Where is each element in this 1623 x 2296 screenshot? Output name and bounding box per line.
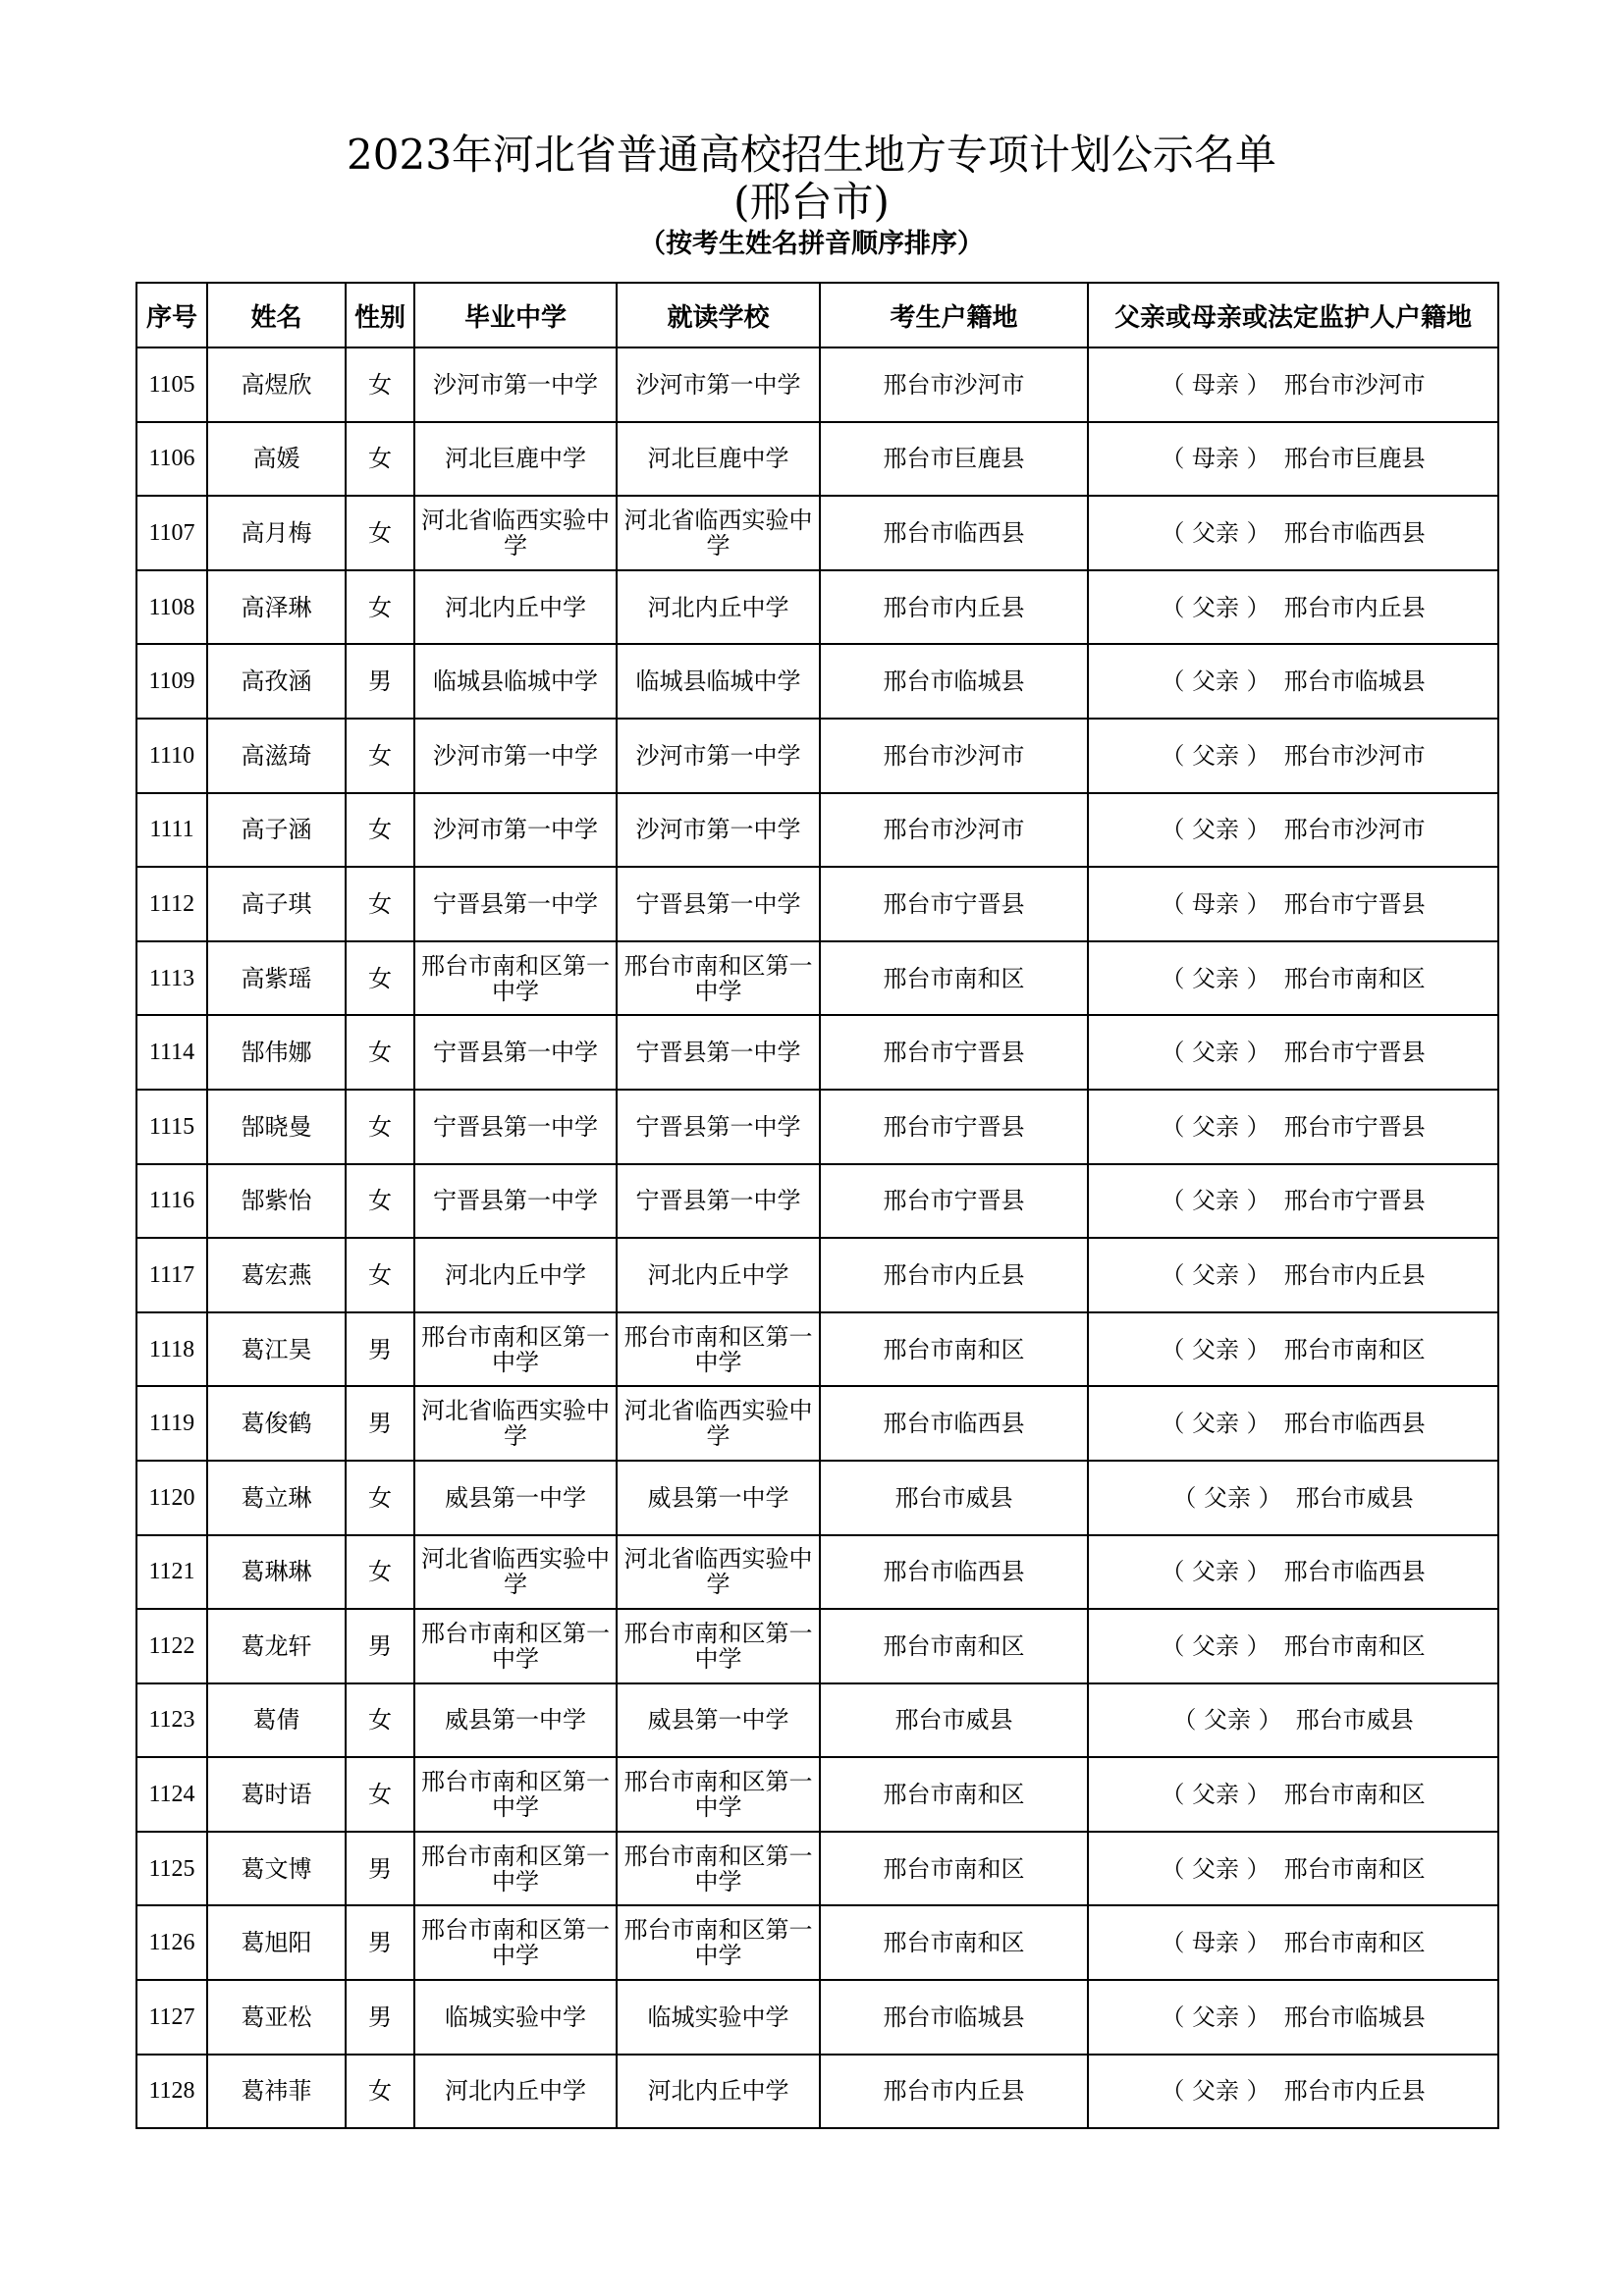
cell-no: 1108 <box>136 570 207 645</box>
cell-grad-school: 临城县临城中学 <box>414 644 617 719</box>
cell-sex: 女 <box>346 1164 414 1239</box>
table-row <box>136 1832 1498 1906</box>
cell-current-school: 河北巨鹿中学 <box>617 422 820 497</box>
cell-parent-hukou <box>1088 1238 1498 1312</box>
cell-parent-hukou <box>1088 793 1498 868</box>
cell-hukou: 邢台市南和区 <box>820 1905 1088 1980</box>
table-row <box>136 1683 1498 1758</box>
cell-no: 1120 <box>136 1461 207 1535</box>
cell-no: 1113 <box>136 941 207 1016</box>
table-row <box>136 1238 1498 1312</box>
cell-parent-hukou <box>1088 941 1498 1016</box>
table-header-row <box>136 283 1498 347</box>
cell-hukou: 邢台市南和区 <box>820 941 1088 1016</box>
cell-hukou: 邢台市巨鹿县 <box>820 422 1088 497</box>
cell-current-school: 临城实验中学 <box>617 1980 820 2055</box>
cell-parent-hukou <box>1088 1609 1498 1683</box>
cell-sex: 女 <box>346 496 414 570</box>
cell-parent-hukou <box>1088 422 1498 497</box>
cell-no: 1116 <box>136 1164 207 1239</box>
sort-note: （按考生姓名拼音顺序排序） <box>639 229 984 259</box>
cell-grad-school: 邢台市南和区第一中学 <box>414 1832 617 1906</box>
cell-no: 1114 <box>136 1015 207 1090</box>
cell-sex: 女 <box>346 1535 414 1610</box>
parent-relation: （ 父亲 ） <box>1161 667 1271 696</box>
cell-grad-school: 河北内丘中学 <box>414 1238 617 1312</box>
parent-place: 邢台市宁晋县 <box>1283 1112 1426 1141</box>
cell-hukou: 邢台市临西县 <box>820 1535 1088 1610</box>
cell-name: 葛琳琳 <box>207 1535 346 1610</box>
parent-relation: （ 父亲 ） <box>1161 964 1271 992</box>
cell-no: 1126 <box>136 1905 207 1980</box>
cell-grad-school: 河北省临西实验中学 <box>414 1386 617 1461</box>
cell-hukou: 邢台市南和区 <box>820 1312 1088 1387</box>
cell-parent-hukou <box>1088 1164 1498 1239</box>
cell-current-school: 河北内丘中学 <box>617 2055 820 2129</box>
cell-current-school: 邢台市南和区第一中学 <box>617 941 820 1016</box>
cell-no: 1117 <box>136 1238 207 1312</box>
col-header-sex: 性别 <box>346 283 414 347</box>
cell-parent-hukou <box>1088 1312 1498 1387</box>
table-row <box>136 793 1498 868</box>
cell-hukou: 邢台市宁晋县 <box>820 1164 1088 1239</box>
cell-name: 葛文博 <box>207 1832 346 1906</box>
cell-no: 1105 <box>136 347 207 422</box>
cell-current-school: 河北内丘中学 <box>617 570 820 645</box>
cell-current-school: 邢台市南和区第一中学 <box>617 1312 820 1387</box>
col-header-no: 序号 <box>136 283 207 347</box>
cell-sex: 男 <box>346 1312 414 1387</box>
cell-current-school: 邢台市南和区第一中学 <box>617 1757 820 1832</box>
parent-place: 邢台市南和区 <box>1283 1631 1426 1660</box>
cell-current-school: 河北省临西实验中学 <box>617 496 820 570</box>
cell-current-school: 河北省临西实验中学 <box>617 1535 820 1610</box>
cell-parent-hukou <box>1088 719 1498 793</box>
parent-relation: （ 父亲 ） <box>1172 1483 1282 1512</box>
table-row <box>136 719 1498 793</box>
parent-relation: （ 父亲 ） <box>1161 2002 1271 2031</box>
cell-name: 葛倩 <box>207 1683 346 1758</box>
cell-hukou: 邢台市宁晋县 <box>820 1015 1088 1090</box>
parent-relation: （ 父亲 ） <box>1161 2077 1271 2106</box>
cell-sex: 女 <box>346 793 414 868</box>
parent-relation: （ 父亲 ） <box>1161 1781 1271 1809</box>
cell-name: 高子涵 <box>207 793 346 868</box>
cell-hukou: 邢台市临西县 <box>820 496 1088 570</box>
cell-grad-school: 宁晋县第一中学 <box>414 1164 617 1239</box>
cell-grad-school: 河北巨鹿中学 <box>414 422 617 497</box>
parent-relation: （ 父亲 ） <box>1161 1558 1271 1586</box>
cell-sex: 女 <box>346 1090 414 1164</box>
parent-relation: （ 父亲 ） <box>1161 1187 1271 1215</box>
parent-relation: （ 母亲 ） <box>1161 1929 1271 1957</box>
cell-no: 1123 <box>136 1683 207 1758</box>
parent-place: 邢台市沙河市 <box>1283 741 1426 770</box>
parent-place: 邢台市宁晋县 <box>1283 1039 1426 1067</box>
table-row <box>136 570 1498 645</box>
cell-hukou: 邢台市临城县 <box>820 1980 1088 2055</box>
cell-grad-school: 威县第一中学 <box>414 1461 617 1535</box>
cell-parent-hukou <box>1088 496 1498 570</box>
table-row <box>136 867 1498 941</box>
cell-hukou: 邢台市沙河市 <box>820 719 1088 793</box>
parent-place: 邢台市南和区 <box>1283 1781 1426 1809</box>
table-row <box>136 1609 1498 1683</box>
table-row <box>136 2055 1498 2129</box>
parent-place: 邢台市南和区 <box>1283 964 1426 992</box>
cell-current-school: 临城县临城中学 <box>617 644 820 719</box>
cell-no: 1111 <box>136 793 207 868</box>
cell-parent-hukou <box>1088 2055 1498 2129</box>
cell-name: 葛宏燕 <box>207 1238 346 1312</box>
cell-name: 郜紫怡 <box>207 1164 346 1239</box>
cell-grad-school: 邢台市南和区第一中学 <box>414 1757 617 1832</box>
cell-sex: 女 <box>346 2055 414 2129</box>
parent-place: 邢台市临西县 <box>1283 1558 1426 1586</box>
cell-hukou: 邢台市南和区 <box>820 1609 1088 1683</box>
cell-parent-hukou <box>1088 1905 1498 1980</box>
table-row <box>136 1015 1498 1090</box>
parent-relation: （ 父亲 ） <box>1161 1039 1271 1067</box>
cell-grad-school: 临城实验中学 <box>414 1980 617 2055</box>
cell-sex: 女 <box>346 570 414 645</box>
parent-place: 邢台市宁晋县 <box>1283 1187 1426 1215</box>
cell-parent-hukou <box>1088 1535 1498 1610</box>
cell-parent-hukou <box>1088 1757 1498 1832</box>
table-row <box>136 1312 1498 1387</box>
cell-grad-school: 邢台市南和区第一中学 <box>414 941 617 1016</box>
cell-sex: 男 <box>346 1832 414 1906</box>
cell-parent-hukou <box>1088 644 1498 719</box>
cell-current-school: 邢台市南和区第一中学 <box>617 1832 820 1906</box>
cell-current-school: 沙河市第一中学 <box>617 347 820 422</box>
cell-name: 高月梅 <box>207 496 346 570</box>
cell-no: 1119 <box>136 1386 207 1461</box>
cell-hukou: 邢台市临城县 <box>820 644 1088 719</box>
cell-no: 1127 <box>136 1980 207 2055</box>
cell-no: 1112 <box>136 867 207 941</box>
parent-relation: （ 父亲 ） <box>1161 816 1271 844</box>
table-row <box>136 1386 1498 1461</box>
parent-relation: （ 母亲 ） <box>1161 889 1271 918</box>
parent-relation: （ 父亲 ） <box>1161 1335 1271 1363</box>
cell-name: 葛祎菲 <box>207 2055 346 2129</box>
cell-hukou: 邢台市宁晋县 <box>820 867 1088 941</box>
parent-place: 邢台市内丘县 <box>1283 593 1426 621</box>
parent-place: 邢台市宁晋县 <box>1283 889 1426 918</box>
cell-no: 1128 <box>136 2055 207 2129</box>
parent-relation: （ 父亲 ） <box>1161 518 1271 547</box>
cell-sex: 女 <box>346 1757 414 1832</box>
cell-hukou: 邢台市南和区 <box>820 1832 1088 1906</box>
parent-place: 邢台市临西县 <box>1283 1410 1426 1438</box>
cell-hukou: 邢台市内丘县 <box>820 570 1088 645</box>
parent-place: 邢台市巨鹿县 <box>1283 445 1426 473</box>
parent-relation: （ 父亲 ） <box>1161 1854 1271 1883</box>
cell-sex: 男 <box>346 1905 414 1980</box>
cell-no: 1121 <box>136 1535 207 1610</box>
table-row <box>136 1905 1498 1980</box>
cell-name: 葛江昊 <box>207 1312 346 1387</box>
cell-parent-hukou <box>1088 1980 1498 2055</box>
cell-grad-school: 沙河市第一中学 <box>414 347 617 422</box>
cell-parent-hukou <box>1088 1832 1498 1906</box>
cell-name: 葛旭阳 <box>207 1905 346 1980</box>
parent-relation: （ 父亲 ） <box>1161 1112 1271 1141</box>
cell-name: 葛亚松 <box>207 1980 346 2055</box>
cell-current-school: 威县第一中学 <box>617 1683 820 1758</box>
col-header-parent-hukou: 父亲或母亲或法定监护人户籍地 <box>1088 283 1498 347</box>
cell-name: 高紫瑶 <box>207 941 346 1016</box>
cell-current-school: 河北省临西实验中学 <box>617 1386 820 1461</box>
parent-place: 邢台市威县 <box>1295 1483 1414 1512</box>
cell-sex: 女 <box>346 1683 414 1758</box>
cell-sex: 女 <box>346 719 414 793</box>
page-title: 2023年河北省普通高校招生地方专项计划公示名单 <box>347 131 1276 179</box>
cell-parent-hukou <box>1088 1386 1498 1461</box>
parent-place: 邢台市内丘县 <box>1283 2077 1426 2106</box>
cell-current-school: 邢台市南和区第一中学 <box>617 1905 820 1980</box>
cell-sex: 女 <box>346 1015 414 1090</box>
cell-parent-hukou <box>1088 1683 1498 1758</box>
cell-sex: 男 <box>346 1980 414 2055</box>
cell-hukou: 邢台市威县 <box>820 1683 1088 1758</box>
cell-current-school: 宁晋县第一中学 <box>617 1090 820 1164</box>
table-row <box>136 1980 1498 2055</box>
cell-parent-hukou <box>1088 570 1498 645</box>
cell-name: 葛时语 <box>207 1757 346 1832</box>
cell-name: 高媛 <box>207 422 346 497</box>
cell-no: 1110 <box>136 719 207 793</box>
cell-grad-school: 沙河市第一中学 <box>414 793 617 868</box>
cell-grad-school: 河北内丘中学 <box>414 570 617 645</box>
cell-no: 1125 <box>136 1832 207 1906</box>
cell-sex: 男 <box>346 644 414 719</box>
cell-current-school: 威县第一中学 <box>617 1461 820 1535</box>
parent-place: 邢台市南和区 <box>1283 1854 1426 1883</box>
cell-sex: 女 <box>346 347 414 422</box>
cell-current-school: 宁晋县第一中学 <box>617 1015 820 1090</box>
cell-current-school: 宁晋县第一中学 <box>617 867 820 941</box>
cell-no: 1124 <box>136 1757 207 1832</box>
parent-place: 邢台市临城县 <box>1283 2002 1426 2031</box>
col-header-name: 姓名 <box>207 283 346 347</box>
table-row <box>136 1535 1498 1610</box>
col-header-grad-school: 毕业中学 <box>414 283 617 347</box>
cell-sex: 女 <box>346 941 414 1016</box>
cell-current-school: 沙河市第一中学 <box>617 719 820 793</box>
cell-sex: 男 <box>346 1386 414 1461</box>
parent-relation: （ 母亲 ） <box>1161 370 1271 399</box>
cell-hukou: 邢台市南和区 <box>820 1757 1088 1832</box>
cell-no: 1109 <box>136 644 207 719</box>
cell-grad-school: 邢台市南和区第一中学 <box>414 1609 617 1683</box>
cell-name: 高滋琦 <box>207 719 346 793</box>
cell-grad-school: 邢台市南和区第一中学 <box>414 1312 617 1387</box>
parent-place: 邢台市南和区 <box>1283 1335 1426 1363</box>
table-row <box>136 496 1498 570</box>
cell-no: 1122 <box>136 1609 207 1683</box>
parent-relation: （ 父亲 ） <box>1161 593 1271 621</box>
parent-place: 邢台市南和区 <box>1283 1929 1426 1957</box>
table-row <box>136 1164 1498 1239</box>
cell-no: 1115 <box>136 1090 207 1164</box>
cell-hukou: 邢台市沙河市 <box>820 347 1088 422</box>
cell-grad-school: 宁晋县第一中学 <box>414 1090 617 1164</box>
cell-hukou: 邢台市内丘县 <box>820 1238 1088 1312</box>
parent-relation: （ 父亲 ） <box>1161 1410 1271 1438</box>
table-row <box>136 1757 1498 1832</box>
parent-place: 邢台市临西县 <box>1283 518 1426 547</box>
cell-hukou: 邢台市临西县 <box>820 1386 1088 1461</box>
cell-current-school: 河北内丘中学 <box>617 1238 820 1312</box>
cell-grad-school: 河北省临西实验中学 <box>414 1535 617 1610</box>
cell-hukou: 邢台市内丘县 <box>820 2055 1088 2129</box>
cell-name: 高泽琳 <box>207 570 346 645</box>
parent-relation: （ 母亲 ） <box>1161 445 1271 473</box>
cell-current-school: 宁晋县第一中学 <box>617 1164 820 1239</box>
cell-no: 1107 <box>136 496 207 570</box>
parent-relation: （ 父亲 ） <box>1161 1260 1271 1289</box>
cell-name: 高子琪 <box>207 867 346 941</box>
parent-place: 邢台市沙河市 <box>1283 816 1426 844</box>
cell-sex: 女 <box>346 1461 414 1535</box>
cell-grad-school: 宁晋县第一中学 <box>414 867 617 941</box>
col-header-current-school: 就读学校 <box>617 283 820 347</box>
cell-no: 1106 <box>136 422 207 497</box>
cell-parent-hukou <box>1088 1090 1498 1164</box>
cell-parent-hukou <box>1088 1461 1498 1535</box>
cell-name: 高孜涵 <box>207 644 346 719</box>
table-row <box>136 422 1498 497</box>
roster-table <box>135 282 1499 2129</box>
cell-grad-school: 河北省临西实验中学 <box>414 496 617 570</box>
parent-place: 邢台市沙河市 <box>1283 370 1426 399</box>
cell-name: 葛俊鹤 <box>207 1386 346 1461</box>
cell-hukou: 邢台市威县 <box>820 1461 1088 1535</box>
cell-hukou: 邢台市沙河市 <box>820 793 1088 868</box>
cell-name: 郜伟娜 <box>207 1015 346 1090</box>
page-subtitle: (邢台市) <box>733 178 890 226</box>
cell-grad-school: 沙河市第一中学 <box>414 719 617 793</box>
parent-place: 邢台市威县 <box>1295 1706 1414 1735</box>
table-row <box>136 941 1498 1016</box>
parent-relation: （ 父亲 ） <box>1161 1631 1271 1660</box>
cell-grad-school: 河北内丘中学 <box>414 2055 617 2129</box>
col-header-hukou: 考生户籍地 <box>820 283 1088 347</box>
cell-name: 葛龙轩 <box>207 1609 346 1683</box>
table-row <box>136 644 1498 719</box>
cell-parent-hukou <box>1088 1015 1498 1090</box>
cell-grad-school: 邢台市南和区第一中学 <box>414 1905 617 1980</box>
cell-grad-school: 威县第一中学 <box>414 1683 617 1758</box>
table-row <box>136 347 1498 422</box>
cell-grad-school: 宁晋县第一中学 <box>414 1015 617 1090</box>
cell-parent-hukou <box>1088 347 1498 422</box>
cell-name: 高煜欣 <box>207 347 346 422</box>
cell-sex: 女 <box>346 422 414 497</box>
parent-relation: （ 父亲 ） <box>1161 741 1271 770</box>
cell-hukou: 邢台市宁晋县 <box>820 1090 1088 1164</box>
cell-sex: 女 <box>346 867 414 941</box>
cell-name: 郜晓曼 <box>207 1090 346 1164</box>
parent-place: 邢台市临城县 <box>1283 667 1426 696</box>
cell-name: 葛立琳 <box>207 1461 346 1535</box>
cell-current-school: 邢台市南和区第一中学 <box>617 1609 820 1683</box>
cell-sex: 女 <box>346 1238 414 1312</box>
table-row <box>136 1461 1498 1535</box>
cell-current-school: 沙河市第一中学 <box>617 793 820 868</box>
parent-place: 邢台市内丘县 <box>1283 1260 1426 1289</box>
cell-sex: 男 <box>346 1609 414 1683</box>
parent-relation: （ 父亲 ） <box>1172 1706 1282 1735</box>
cell-parent-hukou <box>1088 867 1498 941</box>
cell-no: 1118 <box>136 1312 207 1387</box>
table-row <box>136 1090 1498 1164</box>
